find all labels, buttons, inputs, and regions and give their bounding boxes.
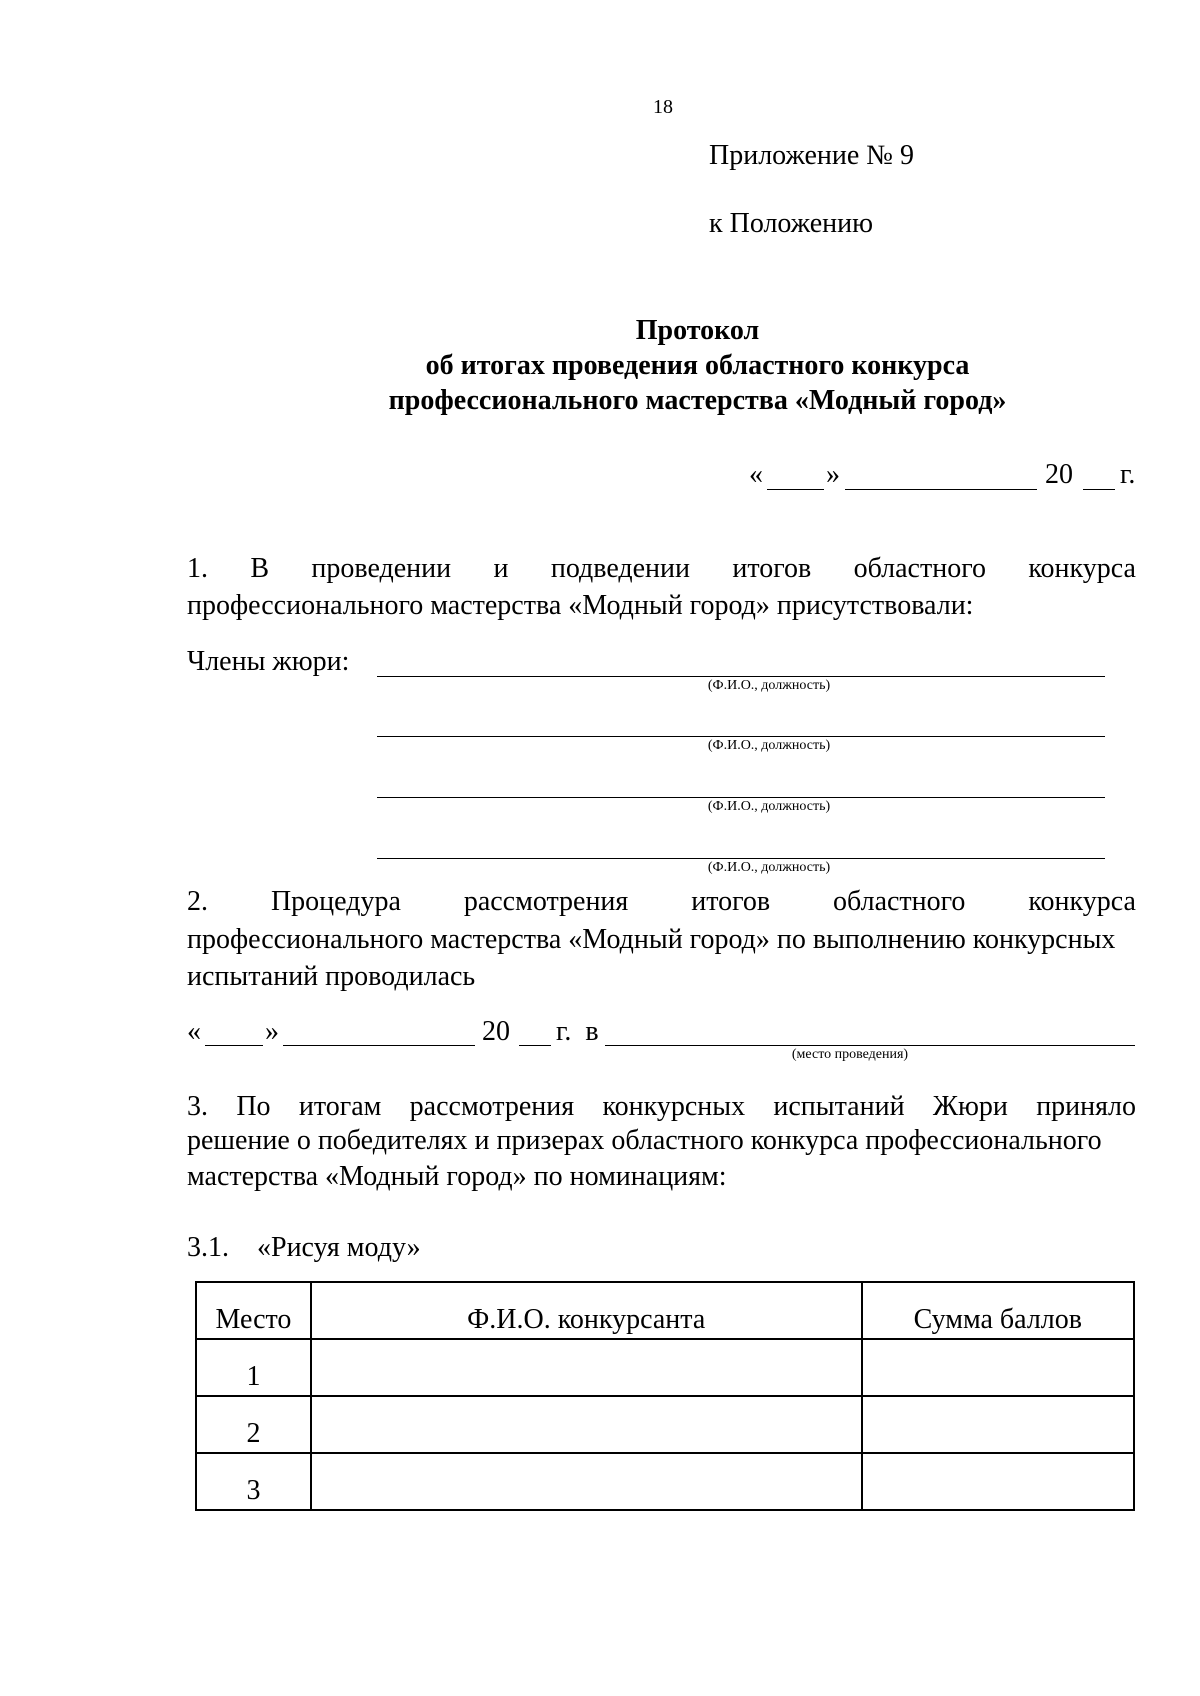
section-1-word: 1. [187,553,208,584]
header-contestant-name: Ф.И.О. конкурсанта [311,1282,862,1339]
place-cell: 2 [196,1396,311,1453]
section-3-line-2: решение о победителях и призерах областного конкурса профессионального [187,1125,1102,1156]
date-open-quote: « [749,459,763,490]
section-3-word: конкурсных [602,1091,746,1122]
appendix-reference: к Положению [709,208,874,239]
contestant-name-cell[interactable] [311,1339,862,1396]
title-line-3: профессионального мастерства «Модный город» [388,385,1007,416]
section-3-word: По [236,1091,271,1122]
score-cell[interactable] [862,1453,1134,1510]
procedure-year-blank [519,1045,551,1046]
date-day-blank [767,489,824,490]
table-row [196,1453,1134,1510]
procedure-date-close-quote: » [265,1016,279,1047]
jury-caption-2: (Ф.И.О., должность) [707,738,831,753]
section-2-line-2: профессионального мастерства «Модный город» по выполнению конкурсных [187,924,1116,955]
section-3-word: испытаний [773,1091,905,1122]
results-table [195,1281,1135,1511]
contestant-name-cell[interactable] [311,1453,862,1510]
table-header-row [196,1282,1134,1339]
jury-member-line-4 [377,858,1105,859]
section-1-word: итогов [732,553,812,584]
jury-member-line-3 [377,797,1105,798]
title-line-1: Протокол [635,315,760,346]
jury-caption-1: (Ф.И.О., должность) [707,678,831,693]
section-2-word: конкурса [1028,886,1136,917]
jury-label: Члены жюри: [187,646,350,677]
section-2-word: рассмотрения [463,886,629,917]
header-total-score: Сумма баллов [862,1282,1134,1339]
section-3-line-1 [187,1091,1136,1123]
header-place: Место [196,1282,311,1339]
section-2-word: 2. [187,886,208,917]
section-3-word: рассмотрения [409,1091,575,1122]
procedure-year-prefix: 20 [482,1016,510,1047]
section-3-word: приняло [1036,1091,1136,1122]
table-row [196,1339,1134,1396]
procedure-month-blank [283,1045,475,1046]
date-month-blank [845,489,1037,490]
procedure-date-open-quote: « [187,1016,201,1047]
section-2-word: областного [833,886,966,917]
section-2-word: Процедура [270,886,401,917]
score-cell[interactable] [862,1339,1134,1396]
procedure-day-blank [205,1045,263,1046]
section-3-word: Жюри [932,1091,1008,1122]
appendix-number: Приложение № 9 [709,140,914,171]
subsection-name: «Рисуя моду» [257,1232,421,1263]
contestant-name-cell[interactable] [311,1396,862,1453]
subsection-number: 3.1. [187,1232,229,1263]
section-3-word: 3. [187,1091,208,1122]
section-1-word: проведении [311,553,452,584]
section-1-word: конкурса [1028,553,1136,584]
table-row [196,1396,1134,1453]
jury-caption-4: (Ф.И.О., должность) [707,860,831,875]
section-1-word: В [250,553,270,584]
jury-member-line-2 [377,736,1105,737]
procedure-place-blank [605,1045,1135,1046]
procedure-place-caption: (место проведения) [791,1047,909,1062]
place-cell: 3 [196,1453,311,1510]
section-2-line-1 [187,886,1136,918]
date-year-suffix: г. [1120,459,1136,490]
jury-member-line-1 [377,676,1105,677]
section-3-line-3: мастерства «Модный город» по номинациям: [187,1161,727,1192]
section-1-word: подведении [550,553,691,584]
section-2-line-3: испытаний проводилась [187,961,476,992]
date-close-quote: » [826,459,840,490]
section-2-word: итогов [691,886,771,917]
section-1-word: и [493,553,509,584]
procedure-year-suffix: г. в [556,1016,599,1047]
section-1-line-1 [187,553,1136,585]
section-3-word: итогам [298,1091,382,1122]
title-line-2: об итогах проведения областного конкурса [425,350,970,381]
jury-caption-3: (Ф.И.О., должность) [707,799,831,814]
place-cell: 1 [196,1339,311,1396]
score-cell[interactable] [862,1396,1134,1453]
section-1-word: областного [853,553,986,584]
date-year-prefix: 20 [1045,459,1073,490]
page-number: 18 [653,96,673,118]
date-year-blank [1083,489,1115,490]
section-1-line-2: профессионального мастерства «Модный город» присутствовали: [187,590,974,621]
